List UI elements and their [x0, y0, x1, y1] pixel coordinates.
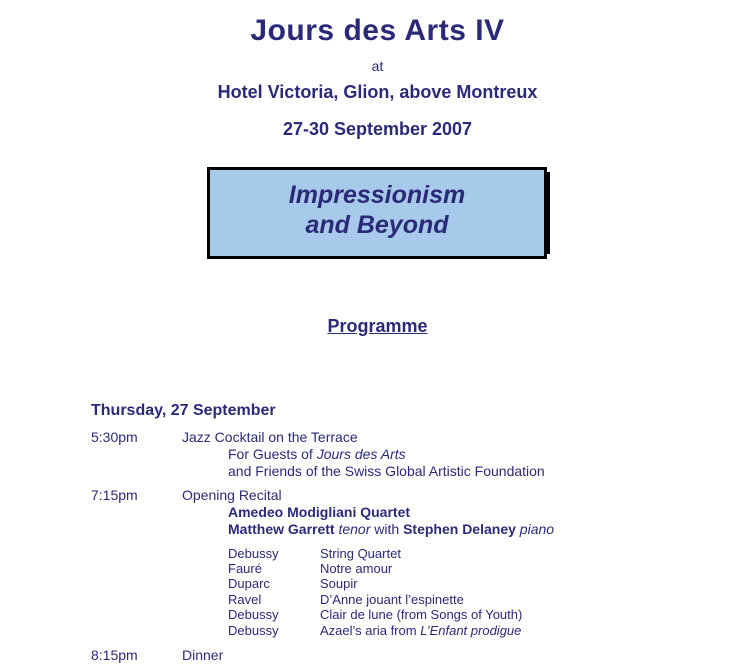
theme-banner: [207, 167, 548, 251]
work-title-italic: L’Enfant prodigue: [420, 623, 522, 638]
work: [320, 576, 358, 591]
detail-text: For Guests of: [228, 446, 317, 462]
banner-line-2: and Beyond: [305, 211, 449, 239]
ensemble-name: Amedeo Modigliani Quartet: [228, 504, 411, 520]
banner-line-1: Impressionism: [288, 181, 466, 209]
banner-box: [207, 167, 547, 259]
performer-name: Stephen Delaney: [403, 521, 516, 537]
composer: Debussy: [228, 623, 279, 638]
work: [320, 546, 401, 561]
event-detail: and Friends of the Swiss Global Artistic Foundation: [228, 463, 545, 479]
performer-role: tenor: [338, 521, 371, 537]
venue: Hotel Victoria, Glion, above Montreux: [217, 82, 538, 102]
work-title: String Quartet: [320, 546, 401, 561]
at-label: at: [371, 58, 384, 74]
day-heading: Thursday, 27 September: [91, 402, 276, 419]
composer: Debussy: [228, 546, 279, 561]
work-title: D’Anne jouant l’espinette: [320, 592, 464, 607]
event-time: 7:15pm: [91, 487, 138, 503]
composer: Ravel: [228, 592, 262, 607]
work: [320, 623, 521, 638]
performer-name: Matthew Garrett: [228, 521, 335, 537]
composer: Fauré: [228, 561, 262, 576]
event-time: 8:15pm: [91, 647, 138, 663]
work-title: Notre amour: [320, 561, 393, 576]
event-time: 5:30pm: [91, 429, 138, 445]
work: [320, 592, 464, 607]
event-title: Jazz Cocktail on the Terrace: [182, 429, 358, 445]
composer: Debussy: [228, 607, 279, 622]
event-title: Jours des Arts IV: [250, 14, 505, 47]
programme-heading: Programme: [327, 316, 428, 336]
work-title: Soupir: [320, 576, 358, 591]
event-dates: 27-30 September 2007: [282, 119, 473, 139]
event-title: Dinner: [182, 647, 224, 663]
event-title: Opening Recital: [182, 487, 282, 503]
event-detail: [228, 446, 406, 462]
performers: [228, 521, 554, 537]
with-text: with: [374, 521, 400, 537]
work-title: Clair de lune (from Songs of Youth): [320, 607, 523, 622]
work: [320, 561, 392, 576]
detail-italic: Jours des Arts: [316, 446, 406, 462]
composer: Duparc: [228, 576, 270, 591]
work-title: Azael’s aria from: [320, 623, 421, 638]
work: [320, 607, 522, 622]
performer-role: piano: [519, 521, 555, 537]
